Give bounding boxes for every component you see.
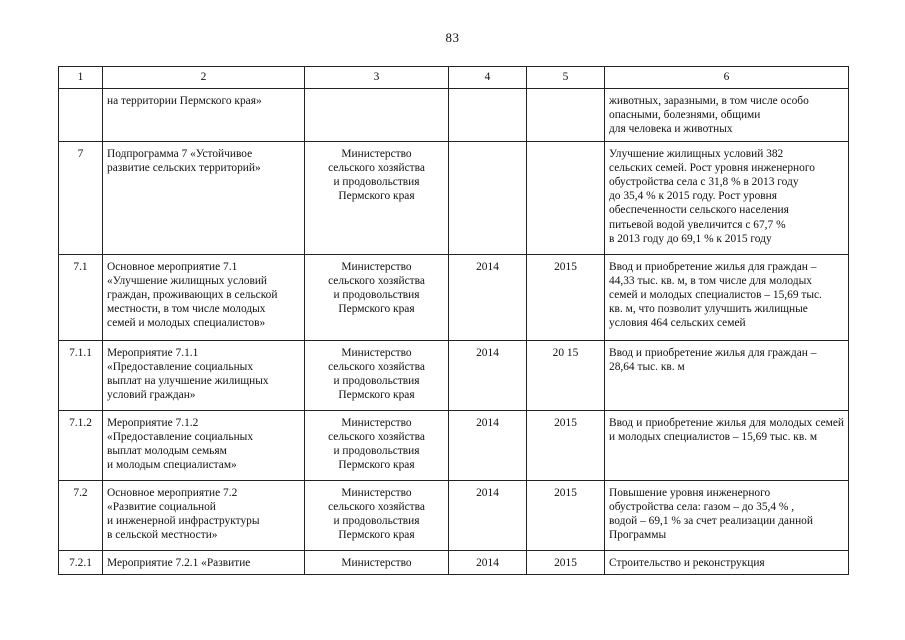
header-cell-6: 6 (605, 67, 849, 89)
table-row (59, 141, 849, 254)
row-number (59, 89, 103, 142)
table-row (59, 550, 849, 574)
row-start-year-text: 2014 (476, 556, 499, 569)
row-name (103, 550, 305, 574)
row-number-text: 7.1.2 (69, 416, 92, 429)
row-name-text: Мероприятие 7.1.2 «Предоставление социальных выплат молодым семьям и молодым специалистам» (107, 416, 254, 472)
row-name (103, 141, 305, 254)
row-number (59, 480, 103, 550)
row-name-text: Основное мероприятие 7.2 «Развитие социальной и инженерной инфраструктуры в сельской местности» (107, 486, 260, 542)
row-name-text: Мероприятие 7.2.1 «Развитие (107, 556, 251, 569)
row-start-year (449, 89, 527, 142)
row-start-year-text: 2014 (476, 260, 499, 273)
row-start-year-text: 2014 (476, 416, 499, 429)
row-result (605, 254, 849, 340)
row-start-year (449, 254, 527, 340)
row-start-year (449, 340, 527, 410)
row-number (59, 550, 103, 574)
row-result (605, 89, 849, 142)
program-table (58, 66, 849, 575)
row-executor-text: Министерство сельского хозяйства и продовольствия Пермского края (328, 260, 425, 316)
row-number-text: 7.1.1 (69, 346, 92, 359)
header-cell-2: 2 (103, 67, 305, 89)
row-result-text: Ввод и приобретение жилья для граждан – 44,33 тыс. кв. м, в том числе для молодых семей и молодых специалистов – 15,69 тыс. кв. м, что позволит улучшить жилищные условия 464 сельских семей (609, 260, 822, 330)
row-executor (305, 480, 449, 550)
row-executor (305, 410, 449, 480)
row-end-year-text: 2015 (554, 556, 577, 569)
row-end-year (527, 550, 605, 574)
row-executor (305, 141, 449, 254)
row-end-year (527, 410, 605, 480)
row-number (59, 141, 103, 254)
row-executor-text: Министерство сельского хозяйства и продовольствия Пермского края (328, 147, 425, 203)
row-end-year (527, 480, 605, 550)
row-end-year-text: 2015 (554, 260, 577, 273)
row-name (103, 340, 305, 410)
row-executor (305, 550, 449, 574)
row-name-text: на территории Пермского края» (107, 95, 262, 107)
row-start-year-text: 2014 (476, 346, 499, 359)
row-start-year (449, 410, 527, 480)
table-row (59, 410, 849, 480)
row-name (103, 89, 305, 142)
row-end-year (527, 89, 605, 142)
row-end-year (527, 141, 605, 254)
row-start-year (449, 550, 527, 574)
row-start-year-text: 2014 (476, 486, 499, 499)
row-name-text: Мероприятие 7.1.1 «Предоставление социальных выплат на улучшение жилищных условий граждан» (107, 346, 269, 402)
row-executor-text: Министерство сельского хозяйства и продовольствия Пермского края (328, 416, 425, 472)
row-executor-text: Министерство сельского хозяйства и продовольствия Пермского края (328, 346, 425, 402)
row-result-text: Улучшение жилищных условий 382 сельских семей. Рост уровня инженерного обустройства села с 31,8 % в 2013 году до 35,4 % к 2015 году. Рост уровня обеспеченности сельского населения питьевой водой увеличится с 67,7 % в 2013 году до 69,1 % к 2015 году (609, 147, 815, 245)
row-result-text: Ввод и приобретение жилья для граждан – 28,64 тыс. кв. м (609, 346, 817, 373)
row-number-text: 7.2 (73, 486, 88, 499)
row-result-text: Строительство и реконструкция (609, 556, 765, 569)
row-start-year (449, 141, 527, 254)
row-result (605, 340, 849, 410)
row-start-year (449, 480, 527, 550)
table-row (59, 480, 849, 550)
row-name (103, 480, 305, 550)
row-end-year (527, 340, 605, 410)
row-name-text: Основное мероприятие 7.1 «Улучшение жилищных условий граждан, проживающих в сельской местности, в том числе молодых семей и молодых специалистов» (107, 260, 278, 330)
row-executor-text: Министерство (341, 556, 412, 569)
row-result-text: животных, заразными, в том числе особо опасными, болезнями, общими для человека и животных (609, 95, 809, 136)
row-number-text: 7.2.1 (69, 556, 92, 569)
page-number: 83 (445, 30, 460, 45)
table-row (59, 340, 849, 410)
row-executor (305, 254, 449, 340)
table-row (59, 254, 849, 340)
header-cell-1: 1 (59, 67, 103, 89)
row-end-year-text: 2015 (554, 486, 577, 499)
header-cell-3: 3 (305, 67, 449, 89)
row-result (605, 141, 849, 254)
row-name (103, 254, 305, 340)
row-number (59, 410, 103, 480)
row-number (59, 254, 103, 340)
row-number-text: 7 (77, 147, 84, 160)
row-executor (305, 340, 449, 410)
program-table-body (59, 67, 849, 575)
row-name (103, 410, 305, 480)
row-result (605, 550, 849, 574)
row-result (605, 480, 849, 550)
row-number-text: 7.1 (73, 260, 88, 273)
row-result-text: Ввод и приобретение жилья для молодых семей и молодых специалистов – 15,69 тыс. кв. м (609, 416, 844, 443)
row-name-text: Подпрограмма 7 «Устойчивое развитие сельских территорий» (107, 147, 261, 174)
table-row (59, 89, 849, 142)
row-result (605, 410, 849, 480)
row-end-year (527, 254, 605, 340)
row-result-text: Повышение уровня инженерного обустройства села: газом – до 35,4 % , водой – 69,1 % за счет реализации данной Программы (609, 486, 813, 542)
header-cell-5: 5 (527, 67, 605, 89)
row-executor (305, 89, 449, 142)
header-row (59, 67, 849, 89)
header-cell-4: 4 (449, 67, 527, 89)
row-end-year-text: 2015 (554, 416, 577, 429)
row-number (59, 340, 103, 410)
row-end-year-text: 20 15 (552, 346, 579, 359)
row-executor-text: Министерство сельского хозяйства и продовольствия Пермского края (328, 486, 425, 542)
